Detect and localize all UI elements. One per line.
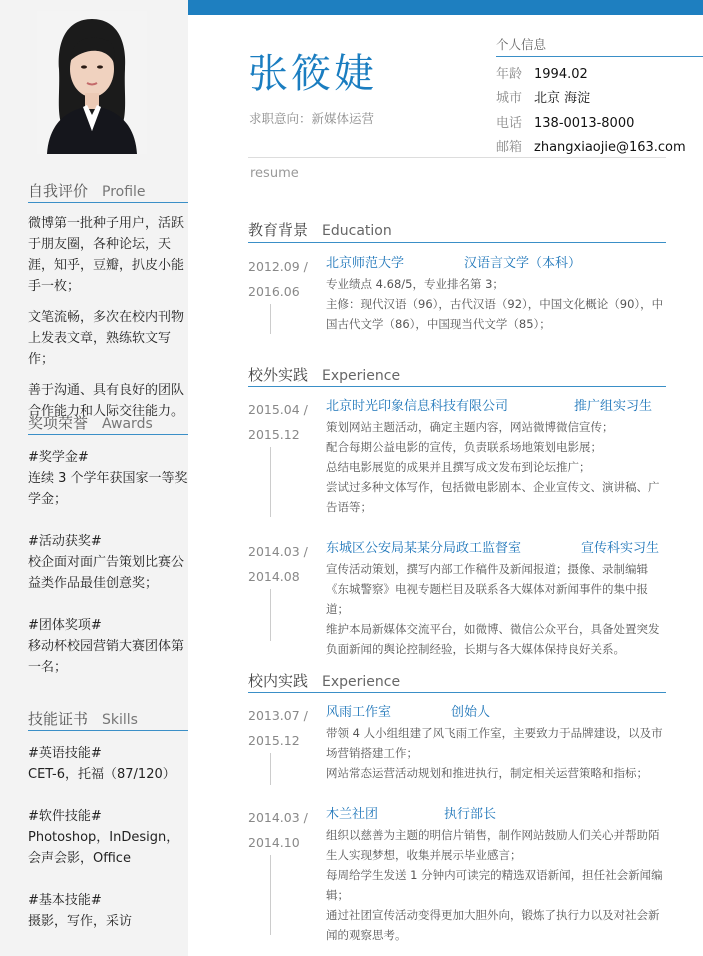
entry-desc: 宣传活动策划，撰写内部工作稿件及新闻报道；摄像、录制编辑《东城警察》电视专题栏目及联系各大媒体对新闻事件的集中报道； [326,562,648,616]
info-phone-value: 138-0013-8000 [534,116,635,131]
date-end: 2015.12 [248,427,300,442]
candidate-name: 张筱婕 [248,51,377,97]
entry-header [326,254,668,274]
info-age-value: 1994.02 [534,67,588,82]
campus-entry [248,703,668,793]
entry-desc: 维护本局新媒体交流平台，如微博、微信公众平台，具备处置突发负面新闻的舆论控制经验，长期与各大媒体保持良好关系。 [326,622,660,656]
date-start: 2014.03 / [248,544,308,559]
entry-body [326,703,668,783]
resume-divider [248,157,666,158]
profile-paragraph: 文笔流畅，多次在校内刊物上发表文章，熟练软文写作； [28,310,185,367]
education-divider [248,242,666,243]
award-text: 校企面对面广告策划比赛公益类作品最佳创意奖； [28,555,185,591]
entry-body [326,805,668,945]
info-email-value: zhangxiaojie@163.com [534,140,686,155]
campus-section-title [248,670,400,691]
info-age-label: 年龄 [496,67,523,82]
date-start: 2014.03 / [248,810,308,825]
profile-paragraph: 善于沟通、具有良好的团队合作能力和人际交往能力。 [28,383,185,419]
info-city-value: 北京 海淀 [534,91,591,106]
entry-desc: 通过社团宣传活动变得更加大胆外向，锻炼了执行力以及对社会新闻的观察思考。 [326,908,660,942]
profile-section [28,180,188,422]
award-tag: #奖学金# [28,450,89,465]
education-title-en: Education [322,223,392,239]
date-end: 2015.12 [248,733,300,748]
entry-org: 风雨工作室 [326,705,392,720]
info-email-label: 邮箱 [496,140,523,155]
skill-text: CET-6，托福（87/120） [28,767,176,782]
experience-divider [248,386,666,387]
skills-section [28,708,188,932]
resume-label: resume [250,166,299,181]
info-city-row [496,87,590,106]
entry-date [248,805,318,855]
award-text: 连续 3 个学年获国家一等奖学金； [28,471,188,507]
entry-desc: 尝试过多种文体写作，包括微电影剧本、企业宣传文、演讲稿、广告语等； [326,480,660,514]
info-city-label: 城市 [496,91,523,106]
entry-desc: 配合每期公益电影的宣传，负责联系场地策划电影展； [326,440,602,454]
entry-desc: 主修：现代汉语（96），古代汉语（92），中国文化概论（90），中国古代文学（86），中国现当代文学（85）； [326,297,664,331]
skill-text: 摄影，写作，采访 [28,914,133,929]
info-phone-label: 电话 [496,116,523,131]
entry-org: 北京师范大学 [326,256,405,271]
timeline-line [270,753,271,785]
experience-title-cn: 校外实践 [248,366,309,384]
entry-date [248,397,318,447]
info-phone-row [496,112,634,131]
education-entry [248,254,668,344]
entry-header [326,805,668,825]
entry-org: 木兰社团 [326,807,379,822]
profile-title-cn: 自我评价 [28,182,89,200]
profile-section-title [28,180,188,203]
skill-tag: #基本技能# [28,893,102,908]
entry-desc: 专业绩点 4.68/5，专业排名第 3； [326,277,504,291]
entry-body [326,539,668,659]
portrait-illustration [37,11,147,154]
profile-photo [37,11,147,154]
date-start: 2012.09 / [248,259,308,274]
education-section-title [248,219,392,240]
info-age-row [496,63,588,82]
job-intent: 求职意向：新媒体运营 [249,111,375,126]
award-tag: #团体奖项# [28,618,102,633]
award-tag: #活动获奖# [28,534,102,549]
profile-paragraph: 微博第一批种子用户，活跃于朋友圈，各种论坛，天涯，知乎，豆瓣，扒皮小能手一枚； [28,216,185,294]
skills-section-title [28,708,188,731]
experience-entry [248,397,668,527]
personal-info-title: 个人信息 [496,37,547,52]
entry-org: 北京时光印象信息科技有限公司 [326,399,509,414]
awards-title-en: Awards [102,416,153,432]
skills-title-en: Skills [102,712,138,728]
experience-entry [248,539,668,656]
entry-date [248,703,318,753]
education-title-cn: 教育背景 [248,221,309,239]
entry-role: 创始人 [451,705,491,720]
entry-desc: 组织以慈善为主题的明信片销售，制作网站鼓励人们关心并帮助陌生人实现梦想，收集并展示毕业感言； [326,828,660,862]
awards-section-title [28,412,188,435]
skills-title-cn: 技能证书 [28,710,89,728]
entry-header [326,397,668,417]
campus-title-cn: 校内实践 [248,672,309,690]
date-start: 2013.07 / [248,708,308,723]
entry-body [326,397,668,517]
entry-role: 推广组实习生 [574,399,653,414]
entry-desc: 每周给学生发送 1 分钟内可读完的精选双语新闻，担任社会新闻编辑； [326,868,663,902]
entry-date [248,254,318,304]
entry-body [326,254,668,334]
entry-date [248,539,318,589]
entry-desc: 带领 4 人小组组建了风飞雨工作室，主要致力于品牌建设，以及市场营销搭建工作； [326,726,663,760]
entry-desc: 总结电影展览的成果并且撰写成文发布到论坛推广； [326,460,591,474]
entry-role: 宣传科实习生 [581,541,660,556]
awards-title-cn: 奖项荣誉 [28,414,89,432]
entry-org: 东城区公安局某某分局政工监督室 [326,541,522,556]
profile-title-en: Profile [102,184,146,200]
awards-section [28,412,188,678]
timeline-line [270,855,271,935]
date-end: 2014.10 [248,835,300,850]
date-start: 2015.04 / [248,402,308,417]
timeline-line [270,447,271,517]
experience-section-title [248,364,400,385]
skill-text: Photoshop，InDesign，会声会影，Office [28,830,180,866]
experience-title-en: Experience [322,368,401,384]
entry-role: 汉语言文学（本科） [464,256,582,271]
campus-title-en: Experience [322,674,401,690]
entry-header [326,539,668,559]
skill-tag: #软件技能# [28,809,102,824]
campus-divider [248,692,666,693]
entry-desc: 策划网站主题活动，确定主题内容，网站微博微信宣传； [326,420,614,434]
date-end: 2016.06 [248,284,300,299]
info-email-row [496,136,686,155]
campus-entry [248,805,668,950]
skill-tag: #英语技能# [28,746,102,761]
personal-info-divider [496,56,703,57]
date-end: 2014.08 [248,569,300,584]
entry-desc: 网站常态运营活动规划和推进执行，制定相关运营策略和指标； [326,766,648,780]
timeline-line [270,304,271,334]
timeline-line [270,589,271,641]
entry-header [326,703,668,723]
award-text: 移动杯校园营销大赛团体第一名； [28,639,185,675]
entry-role: 执行部长 [444,807,497,822]
